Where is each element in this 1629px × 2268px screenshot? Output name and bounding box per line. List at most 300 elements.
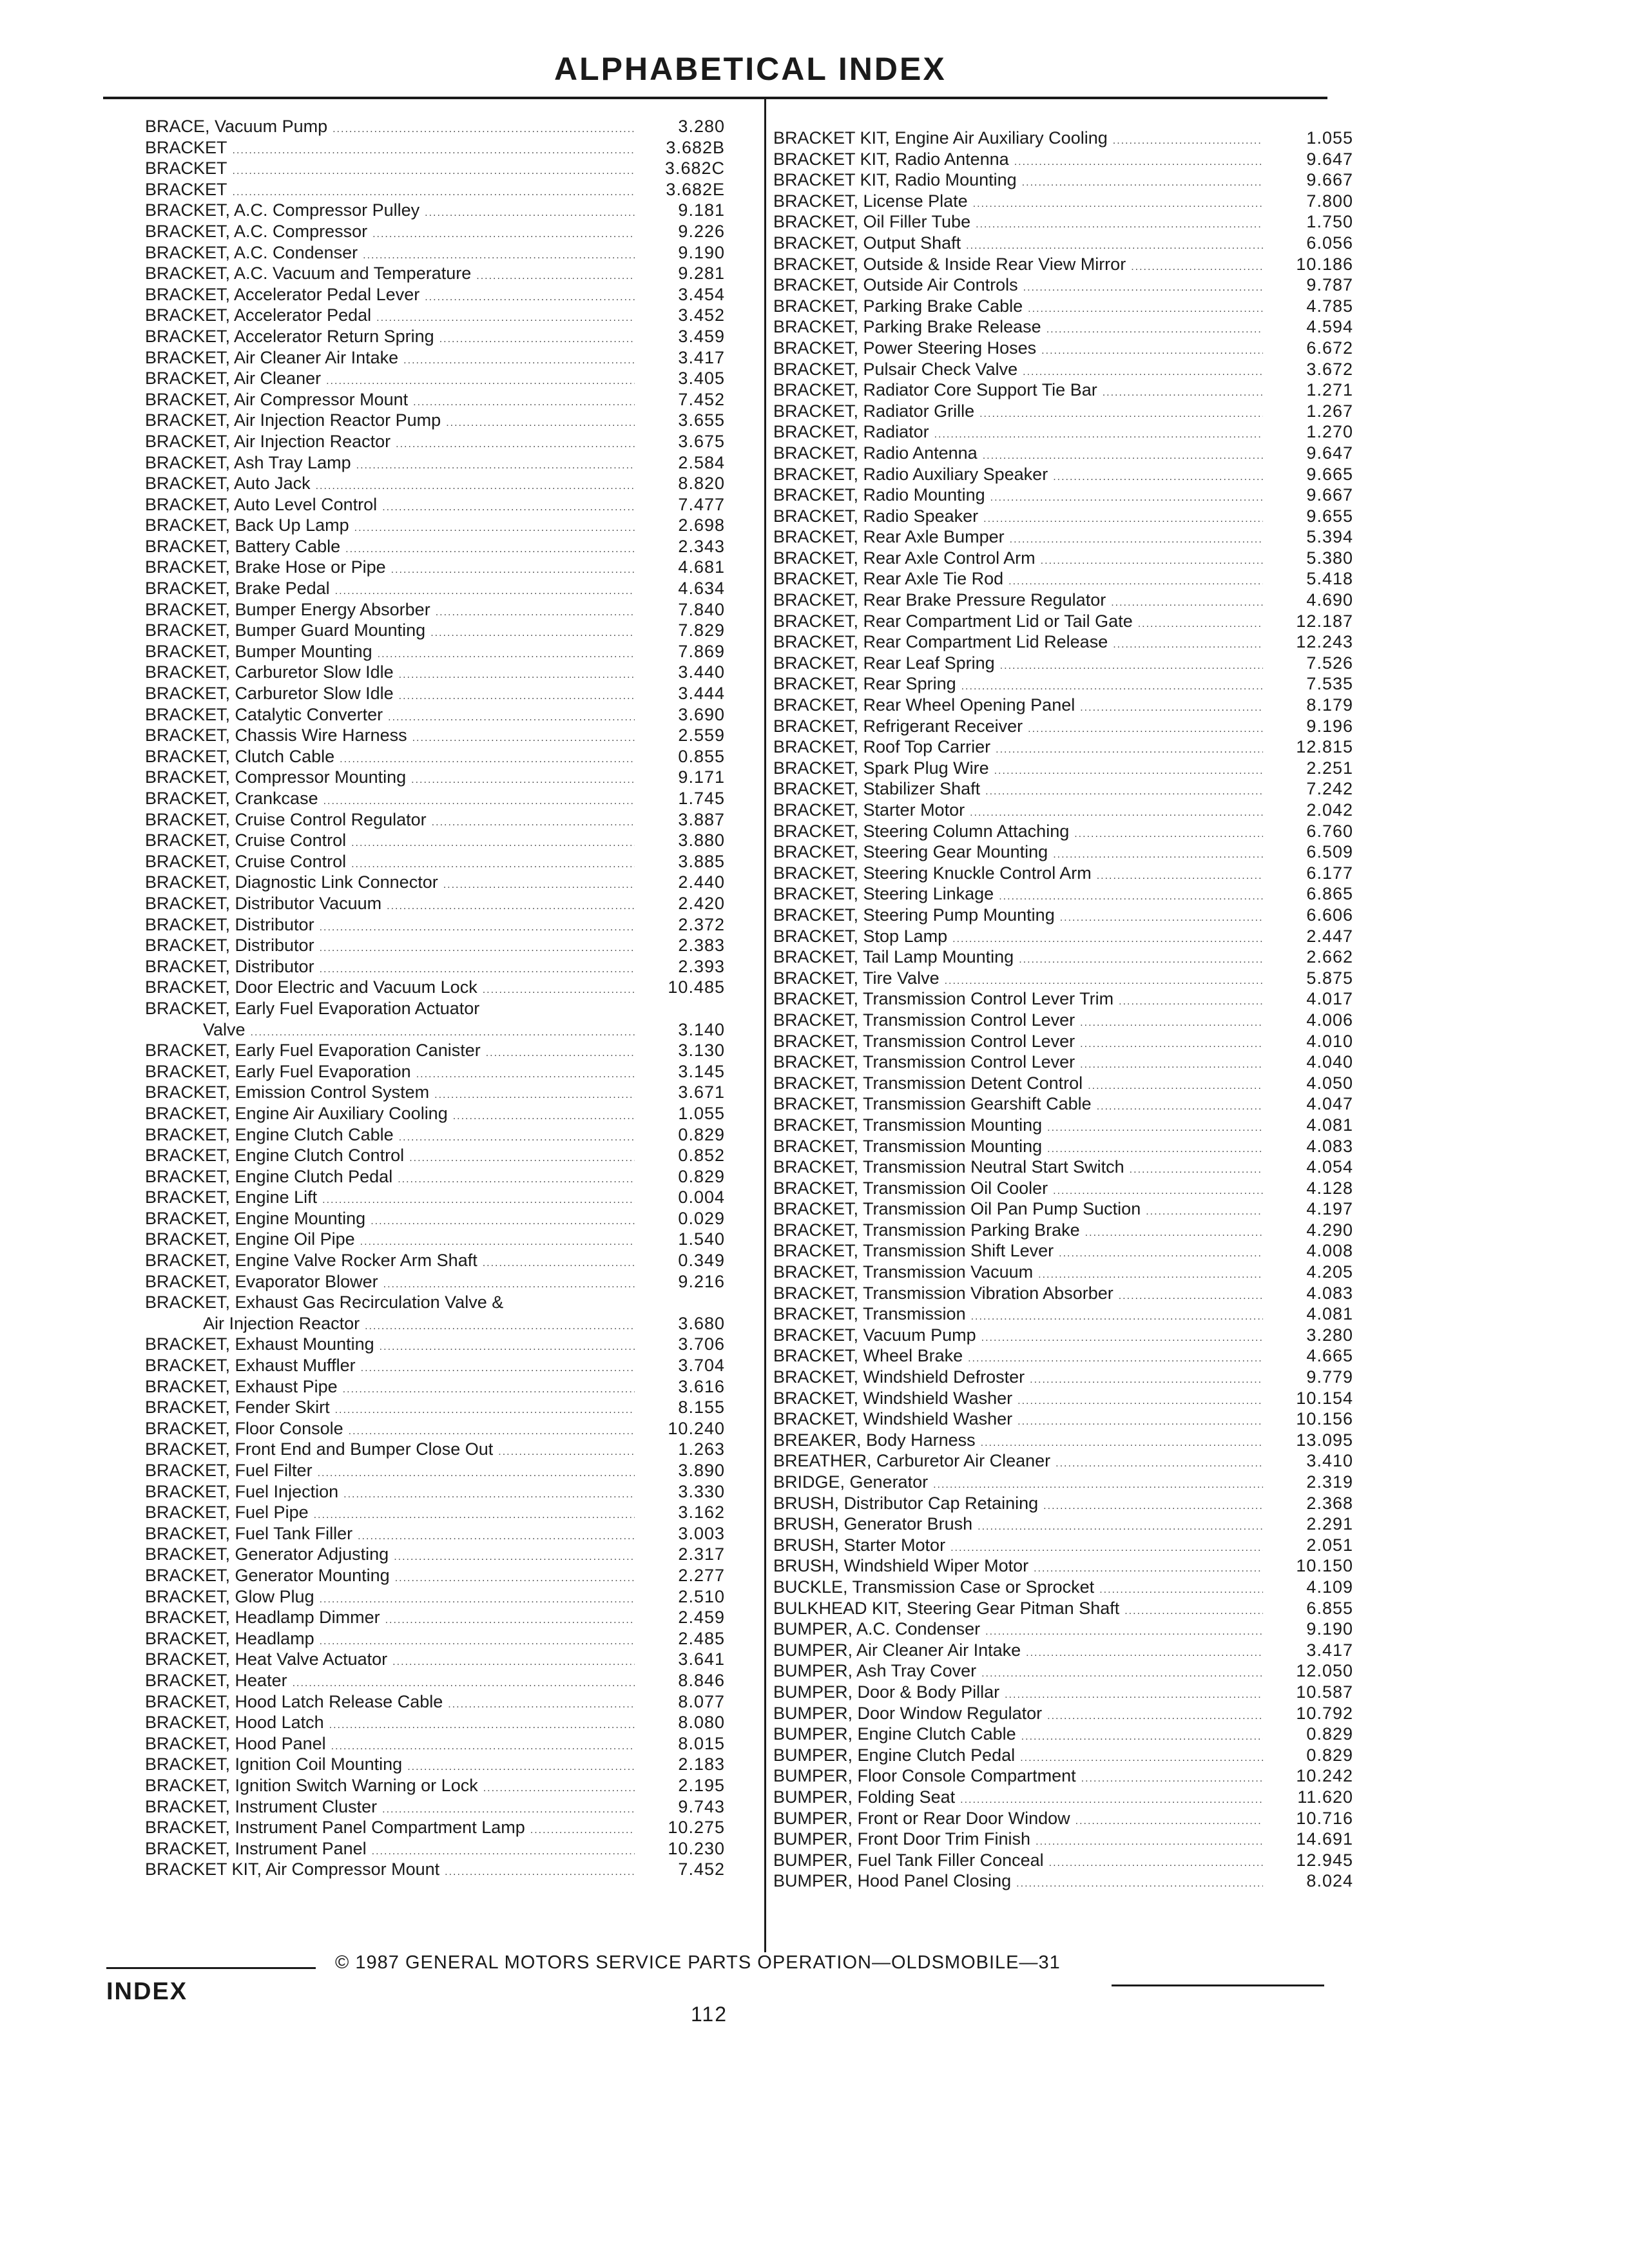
index-entry-label: BRACKET, Engine Clutch Control [145, 1146, 405, 1166]
index-entry-label: BRACKET, Bumper Energy Absorber [145, 599, 430, 619]
dot-leader [314, 1505, 635, 1526]
index-entry [773, 1283, 1353, 1304]
index-entry [773, 673, 1353, 695]
index-entry-label: BRACKET, Exhaust Mounting [145, 1334, 374, 1354]
index-entry [145, 998, 725, 1019]
index-entry-label: BRACKET, Transmission Oil Cooler [773, 1178, 1048, 1198]
index-entry-label: BRACKET, Engine Lift [145, 1187, 318, 1207]
index-entry [773, 1787, 1353, 1808]
dot-leader [1043, 1496, 1263, 1517]
index-entry-label: BRACKET, Power Steering Hoses [773, 338, 1037, 358]
dot-leader [486, 1043, 635, 1064]
index-entry [145, 599, 725, 620]
dot-leader [1047, 1706, 1263, 1727]
index-entry-reference: 2.051 [1306, 1535, 1353, 1555]
index-entry [773, 380, 1353, 401]
index-entry-reference: 2.662 [1306, 947, 1353, 967]
dot-leader [233, 140, 635, 162]
index-entry [773, 568, 1353, 590]
index-entry-label: BRACKET, A.C. Vacuum and Temperature [145, 264, 472, 284]
index-entry-label: BRACKET, Roof Top Carrier [773, 737, 991, 757]
index-entry-reference: 4.128 [1306, 1178, 1353, 1198]
index-entry [773, 1240, 1353, 1262]
index-entry-reference: 9.665 [1306, 464, 1353, 484]
index-entry [773, 926, 1353, 947]
index-entry [145, 158, 725, 179]
index-entry-label: BUMPER, Front or Rear Door Window [773, 1808, 1070, 1828]
index-entry-label: BRACKET, Back Up Lamp [145, 515, 349, 535]
dot-leader [399, 1128, 635, 1149]
index-entry-label: BRACKET, Spark Plug Wire [773, 758, 989, 778]
index-entry [145, 1397, 725, 1418]
index-entry-reference: 8.024 [1306, 1871, 1353, 1891]
index-entry-label: BUMPER, Door & Body Pillar [773, 1682, 1000, 1702]
index-entry-reference: 4.081 [1306, 1304, 1353, 1324]
dot-leader [436, 602, 635, 624]
index-entry [773, 1535, 1353, 1556]
index-entry-reference: 12.945 [1296, 1850, 1353, 1870]
title-rule [103, 97, 1327, 99]
index-entry-label: BUCKLE, Transmission Case or Sprocket [773, 1577, 1095, 1597]
index-entry [145, 1565, 725, 1586]
index-entry-label: BRACKET, Transmission Control Lever [773, 1031, 1075, 1051]
index-entry [773, 716, 1353, 737]
dot-leader [387, 896, 635, 918]
dot-leader [430, 623, 635, 644]
index-entry-reference: 3.003 [678, 1523, 725, 1543]
index-entry-reference: 3.675 [678, 431, 725, 451]
index-entry-label: BRACKET, Outside & Inside Rear View Mirror [773, 254, 1126, 274]
dot-leader [396, 434, 635, 456]
index-entry-label: BRACKET, Rear Leaf Spring [773, 653, 995, 673]
index-entry-reference: 3.704 [678, 1356, 725, 1376]
index-entry-label: BRUSH, Generator Brush [773, 1514, 973, 1534]
dot-leader [425, 287, 635, 309]
dot-leader [973, 194, 1263, 215]
index-entry-label: BRACKET, Bumper Guard Mounting [145, 620, 426, 640]
index-entry-label: BRACKET, Transmission Neutral Start Switch [773, 1157, 1124, 1177]
index-entry [773, 1745, 1353, 1766]
index-entry-label: BRACKET, Parking Brake Release [773, 317, 1041, 337]
index-entry-reference: 0.829 [678, 1124, 725, 1144]
index-entry-reference: 0.829 [1306, 1745, 1353, 1765]
index-entry-reference: 10.716 [1296, 1808, 1353, 1828]
dot-leader [483, 980, 635, 1001]
index-entry-reference: 7.477 [678, 494, 725, 514]
index-entry [145, 1250, 725, 1271]
index-entry-label: BRACKET, Distributor Vacuum [145, 893, 382, 913]
dot-leader [388, 707, 635, 729]
dot-leader [1022, 173, 1263, 194]
index-entry-reference: 5.418 [1306, 569, 1353, 589]
section-label: INDEX [106, 1978, 188, 2005]
index-entry-reference: 2.368 [1306, 1493, 1353, 1513]
index-entry [145, 893, 725, 914]
dot-leader [1016, 1874, 1263, 1895]
index-entry [145, 1754, 725, 1775]
index-entry-label: BRACKET, Brake Pedal [145, 579, 330, 599]
dot-leader [1119, 1286, 1263, 1307]
index-entry-reference: 3.444 [678, 684, 725, 704]
index-entry [773, 1829, 1353, 1850]
index-entry-label: BRACKET, Air Injection Reactor [145, 431, 391, 451]
index-entry-reference: 9.667 [1306, 485, 1353, 505]
index-entry-reference: 10.485 [668, 977, 725, 997]
index-entry [145, 830, 725, 851]
index-entry-reference: 4.681 [678, 557, 725, 577]
index-entry-reference: 4.017 [1306, 989, 1353, 1009]
right-index-column [773, 128, 1353, 1892]
index-entry [145, 725, 725, 746]
dot-leader [985, 782, 1263, 803]
index-entry-reference: 3.454 [678, 284, 725, 304]
index-entry-reference: 7.800 [1306, 191, 1353, 211]
index-entry-label: BRACKET, Instrument Panel [145, 1838, 367, 1858]
index-entry [145, 1733, 725, 1754]
index-entry-label: BRACKET, Steering Knuckle Control Arm [773, 863, 1092, 883]
index-entry-reference: 4.040 [1306, 1052, 1353, 1072]
index-entry [773, 1555, 1353, 1577]
index-entry-reference: 7.869 [678, 641, 725, 661]
index-entry-label: BRACKET, Ash Tray Lamp [145, 452, 351, 472]
index-entry-reference: 3.682C [664, 159, 725, 178]
index-entry [773, 968, 1353, 989]
dot-leader [1103, 383, 1263, 404]
index-entry-reference: 0.829 [678, 1166, 725, 1186]
dot-leader [1055, 1454, 1263, 1475]
index-entry-label: BRACKET [145, 159, 227, 178]
dot-leader [1138, 614, 1263, 635]
index-entry-label: BRACKET, Transmission Detent Control [773, 1073, 1083, 1093]
dot-leader [985, 1622, 1263, 1643]
dot-leader [971, 1307, 1263, 1328]
index-entry-reference: 7.452 [678, 389, 725, 409]
index-entry-label: BRACKET, Early Fuel Evaporation Canister [145, 1041, 481, 1061]
dot-leader [395, 1568, 635, 1590]
dot-leader [1080, 1055, 1263, 1076]
index-entry [145, 557, 725, 578]
index-entry [773, 758, 1353, 779]
index-entry [145, 515, 725, 536]
dot-leader [1026, 1643, 1263, 1664]
index-entry-reference: 6.056 [1306, 233, 1353, 253]
index-entry-label: BRACKET, Glow Plug [145, 1586, 314, 1606]
index-entry-reference: 4.083 [1306, 1136, 1353, 1156]
index-entry-reference: 8.846 [678, 1670, 725, 1690]
index-entry-label: BRACKET, Air Compressor Mount [145, 389, 409, 409]
index-entry-reference: 12.243 [1296, 632, 1353, 652]
index-entry [773, 1073, 1353, 1094]
index-entry-reference: 0.349 [678, 1251, 725, 1271]
index-entry-label: BRACKET, Outside Air Controls [773, 275, 1018, 295]
index-entry [145, 809, 725, 831]
index-entry-reference: 14.691 [1296, 1829, 1353, 1849]
dot-leader [380, 1337, 635, 1358]
index-entry [145, 641, 725, 662]
dot-leader [361, 1358, 635, 1379]
index-entry-label: BUMPER, Fuel Tank Filler Conceal [773, 1850, 1044, 1870]
index-entry-reference: 2.277 [678, 1565, 725, 1585]
index-entry-label: BRACKET, Radiator Core Support Tie Bar [773, 380, 1097, 400]
dot-leader [318, 1463, 635, 1485]
index-entry [773, 1598, 1353, 1619]
index-entry-reference: 6.760 [1306, 821, 1353, 841]
index-entry-label: BRACKET, Radio Auxiliary Speaker [773, 464, 1048, 484]
index-entry-reference: 2.584 [678, 452, 725, 472]
index-entry-label: BRACKET, Carburetor Slow Idle [145, 684, 394, 704]
index-entry [145, 536, 725, 557]
index-entry-label: BRACKET, Steering Gear Mounting [773, 842, 1048, 862]
dot-leader [1130, 1160, 1263, 1181]
index-entry-label: BRACKET, Air Injection Reactor Pump [145, 410, 441, 430]
index-entry-label: BRACKET, Parking Brake Cable [773, 296, 1023, 316]
dot-leader [439, 329, 635, 351]
index-entry-label: BUMPER, Front Door Trim Finish [773, 1829, 1031, 1849]
dot-leader [1046, 320, 1263, 341]
index-entry [773, 1157, 1353, 1178]
index-entry [145, 872, 725, 893]
index-entry-reference: 6.177 [1306, 863, 1353, 883]
footer-rule-left [106, 1967, 316, 1969]
index-entry-reference: 4.594 [1306, 317, 1353, 337]
index-entry-label: BRACKET KIT, Radio Antenna [773, 149, 1009, 169]
index-entry-reference: 3.130 [678, 1041, 725, 1061]
index-entry-reference: 5.380 [1306, 548, 1353, 568]
index-entry [773, 506, 1353, 527]
index-entry-reference: 7.535 [1306, 674, 1353, 694]
index-entry-reference: 6.606 [1306, 905, 1353, 925]
index-entry-label: BRACKET, Ignition Coil Mounting [145, 1754, 403, 1774]
index-entry-reference: 2.420 [678, 893, 725, 913]
index-entry [145, 1124, 725, 1146]
index-entry-reference: 9.787 [1306, 275, 1353, 295]
index-entry-reference: 8.015 [678, 1733, 725, 1753]
index-entry [145, 620, 725, 641]
index-entry-reference: 9.196 [1306, 716, 1353, 736]
index-entry-label: BRACKET, Accelerator Pedal [145, 305, 372, 325]
index-entry-label: BRACKET, Distributor [145, 936, 314, 956]
index-entry-reference: 3.706 [678, 1334, 725, 1354]
dot-leader [1081, 1769, 1263, 1790]
index-entry [773, 1577, 1353, 1598]
dot-leader [343, 1379, 635, 1401]
dot-leader [320, 938, 635, 959]
index-entry [145, 1838, 725, 1860]
index-entry-label: BRACKET, Steering Linkage [773, 884, 994, 904]
index-entry [145, 578, 725, 599]
index-entry-label: BRACKET, Bumper Mounting [145, 641, 372, 661]
index-entry-reference: 2.317 [678, 1544, 725, 1564]
index-entry-reference: 1.750 [1306, 212, 1353, 232]
index-entry-reference: 1.267 [1306, 401, 1353, 421]
dot-leader [996, 740, 1263, 761]
index-entry-reference: 2.183 [678, 1754, 725, 1774]
index-entry-label: BRACKET, Engine Clutch Cable [145, 1124, 394, 1144]
index-entry-label: BRACKET, Rear Compartment Lid or Tail Gate [773, 611, 1133, 631]
index-entry-label: BRACKET, Rear Axle Control Arm [773, 548, 1036, 568]
dot-leader [1097, 1097, 1263, 1118]
index-entry [773, 1450, 1353, 1472]
index-entry-reference: 1.055 [1306, 128, 1353, 148]
index-entry-label: BRACKET KIT, Radio Mounting [773, 170, 1017, 190]
index-entry [145, 494, 725, 515]
index-entry-reference: 2.251 [1306, 758, 1353, 778]
dot-leader [1131, 257, 1263, 278]
index-entry-reference: 2.459 [678, 1608, 725, 1628]
index-entry-label: BRACKET, Rear Axle Bumper [773, 527, 1005, 547]
index-entry-label: BRACKET, A.C. Compressor Pulley [145, 200, 420, 220]
index-entry-reference: 4.665 [1306, 1346, 1353, 1366]
index-entry-label: BRACKET, Stabilizer Shaft [773, 779, 981, 799]
dot-leader [394, 1547, 635, 1568]
index-entry-label: BUMPER, Folding Seat [773, 1787, 956, 1807]
index-entry-reference: 3.330 [678, 1481, 725, 1501]
index-entry-reference: 4.081 [1306, 1115, 1353, 1135]
index-entry-reference: 6.855 [1306, 1598, 1353, 1618]
index-entry-label: BRUSH, Distributor Cap Retaining [773, 1493, 1039, 1513]
dot-leader [335, 1400, 635, 1421]
index-entry-reference: 4.010 [1306, 1031, 1353, 1051]
index-entry-reference: 11.620 [1297, 1787, 1353, 1807]
index-entry-label: BRACKET, Air Cleaner Air Intake [145, 347, 399, 367]
dot-leader [412, 728, 635, 749]
index-entry-reference: 3.280 [678, 117, 725, 136]
index-entry [773, 1010, 1353, 1031]
index-entry [145, 305, 725, 326]
index-entry-label: BRACKET, Transmission Vibration Absorber [773, 1283, 1113, 1303]
index-entry-reference: 3.410 [1306, 1451, 1353, 1471]
index-entry [145, 1523, 725, 1544]
index-entry-label: BRACKET, Transmission Gearshift Cable [773, 1094, 1092, 1114]
index-entry [145, 200, 725, 221]
index-entry [773, 1136, 1353, 1157]
index-entry-reference: 3.616 [678, 1376, 725, 1396]
index-entry [773, 631, 1353, 653]
index-entry-label: BRUSH, Windshield Wiper Motor [773, 1556, 1029, 1576]
dot-leader [476, 266, 635, 287]
dot-leader [385, 1610, 635, 1631]
index-entry-reference: 9.647 [1306, 149, 1353, 169]
index-entry-reference: 10.186 [1296, 254, 1353, 274]
index-entry-reference: 4.050 [1306, 1073, 1353, 1093]
index-entry-reference: 3.417 [678, 347, 725, 367]
index-entry-reference: 2.195 [678, 1775, 725, 1795]
dot-leader [358, 1526, 635, 1548]
dot-leader [1124, 1601, 1263, 1622]
dot-leader [1085, 1223, 1263, 1244]
index-entry-reference: 1.270 [1306, 422, 1353, 442]
index-entry-reference: 3.280 [1306, 1325, 1353, 1345]
index-entry-reference: 9.226 [678, 221, 725, 241]
index-entry-label: BUMPER, Hood Panel Closing [773, 1871, 1012, 1891]
index-entry [145, 1313, 725, 1334]
dot-leader [432, 812, 635, 834]
index-entry [145, 1019, 725, 1041]
dot-leader [1119, 992, 1263, 1013]
index-entry-label: BRACKET, Floor Console [145, 1418, 343, 1438]
dot-leader [1000, 656, 1263, 677]
index-entry-label: BRACKET, Generator Mounting [145, 1565, 390, 1585]
index-entry-reference: 12.187 [1296, 611, 1353, 631]
index-entry [773, 800, 1353, 821]
index-entry [145, 788, 725, 809]
index-entry [145, 473, 725, 494]
index-entry-label: BRACKET, Headlamp Dimmer [145, 1608, 380, 1628]
index-entry [773, 653, 1353, 674]
dot-leader [365, 1316, 635, 1338]
index-entry [145, 1061, 725, 1082]
dot-leader [1047, 1118, 1263, 1139]
dot-leader [1053, 467, 1263, 488]
dot-leader [453, 1106, 635, 1128]
index-entry-label: BRACKET, Radiator [773, 422, 929, 442]
index-entry-reference: 4.083 [1306, 1283, 1353, 1303]
index-entry-label: BRACKET, Vacuum Pump [773, 1325, 976, 1345]
index-entry-reference: 9.281 [678, 264, 725, 284]
index-entry [145, 1271, 725, 1293]
index-entry-label: BRACKET, License Plate [773, 191, 968, 211]
dot-leader [329, 1715, 635, 1736]
index-entry [773, 443, 1353, 464]
index-entry-label: BRACKET KIT, Engine Air Auxiliary Cooling [773, 128, 1108, 148]
dot-leader [1059, 1244, 1263, 1265]
index-entry-reference: 9.190 [678, 242, 725, 262]
index-entry-reference: 4.205 [1306, 1262, 1353, 1282]
index-entry-label: BRACKET, Hood Latch Release Cable [145, 1691, 443, 1711]
index-entry-label: BRACKET, Tail Lamp Mounting [773, 947, 1014, 967]
index-entry-label: BRACKET, Cruise Control Regulator [145, 809, 427, 829]
dot-leader [333, 119, 635, 140]
index-entry [773, 1052, 1353, 1073]
index-entry-label: BRACKET, Accelerator Return Spring [145, 326, 434, 346]
index-entry-label: BUMPER, Ash Tray Cover [773, 1661, 977, 1681]
index-entry [773, 611, 1353, 632]
dot-leader [1014, 152, 1263, 173]
index-entry [145, 683, 725, 704]
dot-leader [351, 833, 635, 854]
index-entry-label: BULKHEAD KIT, Steering Gear Pitman Shaft [773, 1598, 1120, 1618]
index-entry-label: BRUSH, Starter Motor [773, 1535, 946, 1555]
index-entry-reference: 9.779 [1306, 1367, 1353, 1387]
dot-leader [1097, 866, 1263, 887]
index-entry [773, 1765, 1353, 1787]
index-entry [773, 947, 1353, 968]
index-entry-label: BRACKET, Radiator Grille [773, 401, 975, 421]
dot-leader [443, 875, 635, 896]
index-entry-reference: 10.242 [1296, 1766, 1353, 1786]
index-entry-label: BRACKET, Starter Motor [773, 800, 965, 820]
index-entry [145, 1103, 725, 1124]
index-entry-reference: 0.004 [678, 1187, 725, 1207]
index-entry-reference: 8.820 [678, 474, 725, 494]
index-entry [145, 1544, 725, 1565]
index-entry-label: BRACKET, Door Electric and Vacuum Lock [145, 977, 477, 997]
dot-leader [403, 351, 635, 372]
index-entry [773, 485, 1353, 506]
index-entry-label: BRACKET, Brake Hose or Pipe [145, 557, 386, 577]
index-entry-reference: 3.680 [678, 1313, 725, 1333]
dot-leader [343, 1485, 635, 1506]
index-entry-label: BRACKET, Cruise Control [145, 831, 347, 850]
index-entry-reference: 9.647 [1306, 443, 1353, 463]
index-entry [773, 1367, 1353, 1388]
index-entry-reference: 9.216 [678, 1271, 725, 1291]
index-entry [773, 1850, 1353, 1871]
index-entry-reference: 2.698 [678, 515, 725, 535]
index-entry [145, 1502, 725, 1523]
index-entry-label: BRACKET [145, 137, 227, 157]
index-entry-label: BRACKET, Transmission Parking Brake [773, 1220, 1080, 1240]
